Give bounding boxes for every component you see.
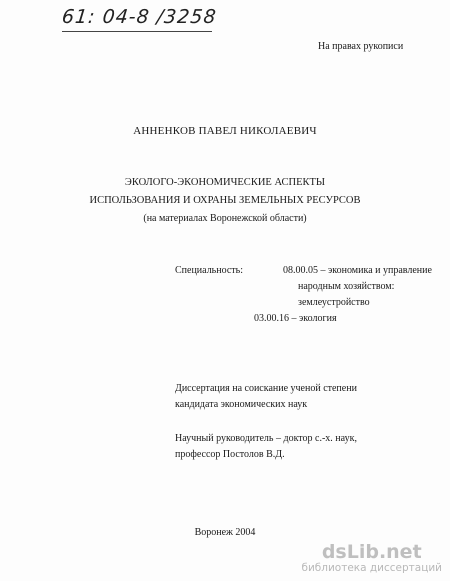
author-name: АННЕНКОВ ПАВЕЛ НИКОЛАЕВИЧ — [133, 125, 317, 137]
dissertation-line-2: кандидата экономических наук — [175, 399, 308, 410]
title-line-2: ИСПОЛЬЗОВАНИЯ И ОХРАНЫ ЗЕМЕЛЬНЫХ РЕСУРСОВ — [89, 195, 361, 206]
watermark-logo: dsLib.net — [321, 541, 422, 563]
specialty-label: Специальность: — [175, 265, 243, 276]
rights-note: На правах рукописи — [318, 41, 404, 52]
advisor-line-1: Научный руководитель – доктор с.-х. наук, — [175, 433, 357, 444]
specialty-line-4: 03.00.16 – экология — [254, 313, 337, 324]
handwritten-catalog-code: 61: 04-8 /3258 — [60, 6, 218, 28]
specialty-line-3: землеустройство — [298, 297, 370, 308]
advisor-line-2: профессор Постолов В.Д. — [175, 449, 285, 460]
city-year: Воронеж 2004 — [194, 527, 256, 538]
specialty-line-2: народным хозяйством: — [298, 281, 395, 292]
specialty-line-1: 08.00.05 – экономика и управление — [283, 265, 432, 276]
dslib-watermark[interactable] — [301, 542, 442, 575]
title-line-1: ЭКОЛОГО-ЭКОНОМИЧЕСКИЕ АСПЕКТЫ — [124, 177, 326, 188]
dissertation-line-1: Диссертация на соискание ученой степени — [175, 383, 357, 394]
title-line-3: (на материалах Воронежской области) — [143, 213, 307, 224]
handwritten-underline — [62, 31, 212, 32]
watermark-subtitle: библиотека диссертаций — [301, 562, 442, 574]
